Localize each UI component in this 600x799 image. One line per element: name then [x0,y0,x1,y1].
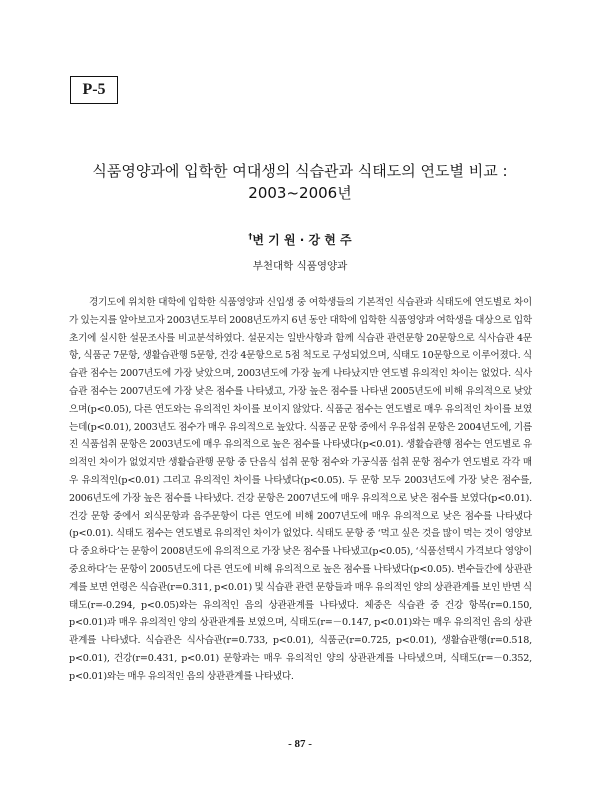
authors [40,231,560,248]
paper-title-line-1: 식품영양과에 입학한 여대생의 식습관과 식태도의 연도별 비교 : [92,162,508,180]
paper-title-line-2: 2003~2006년 [248,184,352,202]
affiliation: 부천대학 식품영양과 [252,260,348,272]
page-number: - 87 - [288,738,312,750]
corresponding-author-mark: † [248,232,253,241]
abstract-body: 경기도에 위치한 대학에 입학한 식품영양과 신입생 중 여학생들의 기본적인 식습관과 식태도에 연도별로 차이가 있는지를 알아보고자 2003년도부터 2008년도까지 6년 동안 대학에 입학한 식품영양과 여학생을 대상으로 입학 초기에 실시한 설문조사를 비교분석하였다. 설문지는 일반사항과 함께 식습관 관련문항 20문항으로 식사습관 4문항, 식품군 7문항, 생활습관행 5문항, 건강 4문항으로 5점 척도로 구성되었으며, 식태도 10문항으로 이루어졌다. 식습관 점수는 2007년도에 가장 낮았으며, 2003년도에 가장 높게 나타났지만 연도별 유의적인 차이는 없었다. 식사습관 점수는 2007년도에 가장 낮은 점수를 나타냈고, 가장 높은 점수를 나타낸 2005년도에 비해 유의적으로 낮았으며(p<0.05), 다른 연도와는 유의적인 차이를 보이지 않았다. 식품군 점수는 연도별로 매우 유의적인 차이를 보였는데(p<0.01), 2003년도 점수가 매우 유의적으로 높았다. 식품군 문항 중에서 우유섭취 문항은 2004년도에, 기름진 식품섭취 문항은 2003년도에 매우 유의적으로 높은 점수를 나타냈다(p<0.01). 생활습관행 점수는 연도별로 유의적인 차이가 없었지만 생활습관행 문항 중 단음식 섭취 문항 점수와 가공식품 섭취 문항 점수가 연도별로 각각 매우 유의적인(p<0.01) 그리고 유의적인 차이를 나타냈다(p<0.05). 두 문항 모두 2003년도에 가장 낮은 점수를, 2006년도에 가장 높은 점수를 나타냈다. 건강 문항은 2007년도에 매우 유의적으로 낮은 점수를 보였다(p<0.01). 건강 문항 중에서 외식문항과 음주문항이 다른 연도에 비해 2007년도에 매우 유의적으로 낮은 점수를 나타냈다(p<0.01). 식태도 점수는 연도별로 유의적인 차이가 없었다. 식태도 문항 중 ‘먹고 싶은 것을 많이 먹는 것이 영양보다 중요하다’는 문항이 2008년도에 유의적으로 가장 낮은 점수를 나타냈고(p<0.05), ‘식품선택시 가격보다 영양이 중요하다’는 문항이 2005년도에 다른 연도에 비해 유의적으로 높은 점수를 나타냈다(p<0.05). 변수들간에 상관관계를 보면 연령은 식습관(r=0.311, p<0.01) 및 식습관 관련 문항들과 매우 유의적인 양의 상관관계를 보인 반면 식태도(r=-0.294, p<0.05)와는 유의적인 음의 상관관계를 나타냈다. 체중은 식습관 중 건강 항목(r=0.150, p<0.01)과 매우 유의적인 양의 상관관계를 보였으며, 식태도(r=－0.147, p<0.01)와는 매우 유의적인 음의 상관관계를 나타냈다. 식습관은 식사습관(r=0.733, p<0.01), 식품군(r=0.725, p<0.01), 생활습관행(r=0.518, p<0.01), 건강(r=0.431, p<0.01) 문항과는 매우 유의적인 양의 상관관계를 나타냈으며, 식태도(r=－0.352, p<0.01)와는 매우 유의적인 음의 상관관계를 나타냈다. [69,297,532,682]
author-names: 변 기 원 · 강 현 주 [252,233,352,247]
poster-number-badge: P-5 [70,76,118,104]
